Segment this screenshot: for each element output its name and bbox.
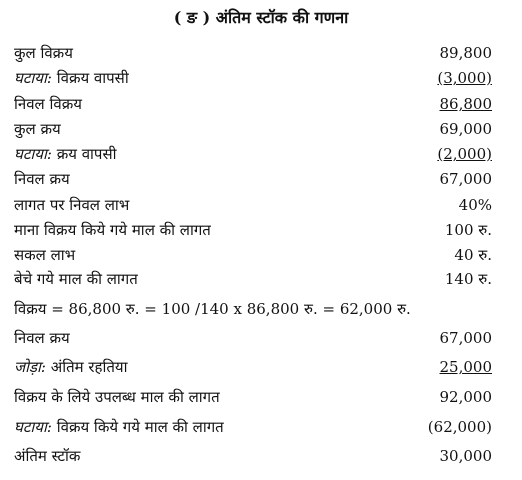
- row-label: निवल क्रय: [14, 170, 70, 188]
- row-closing-stock: [14, 444, 492, 468]
- row-less-cost-sold: [14, 415, 492, 439]
- row-label: निवल क्रय: [14, 329, 70, 347]
- row-value: 40 रु.: [454, 246, 492, 264]
- row-value: 25,000: [439, 358, 492, 376]
- row-label: विक्रय के लिये उपलब्ध माल की लागत: [14, 388, 220, 406]
- row-label: कुल विक्रय: [14, 44, 73, 62]
- row-purchase-return: [14, 142, 492, 166]
- row-value: 89,800: [439, 44, 492, 62]
- row-label: अंतिम रहतिया: [45, 358, 128, 376]
- row-closing-stock-add: [14, 355, 492, 379]
- row-gross-profit: [14, 243, 492, 267]
- row-gross-sales: [14, 41, 492, 65]
- row-value: (3,000): [437, 69, 492, 87]
- row-value: 92,000: [439, 388, 492, 406]
- sales-formula: विक्रय = 86,800 रु. = 100 /140 x 86,800 रु. = 62,000 रु.: [14, 300, 411, 318]
- row-cost-of-goods-sold: [14, 267, 492, 291]
- row-value: 69,000: [439, 120, 492, 138]
- row-label-prefix: जोड़ा:: [14, 358, 46, 376]
- row-value: 140 रु.: [444, 270, 492, 288]
- row-assumed-cost: [14, 218, 492, 242]
- row-value: (62,000): [427, 418, 492, 436]
- row-label: विक्रय किये गये माल की लागत: [51, 418, 224, 436]
- row-net-profit-on-cost: [14, 193, 492, 217]
- row-label: बेचे गये माल की लागत: [14, 270, 138, 288]
- row-label: कुल क्रय: [14, 120, 61, 138]
- row-value: (2,000): [437, 145, 492, 163]
- row-net-purchases-2: [14, 326, 492, 350]
- row-label: लागत पर निवल लाभ: [14, 196, 130, 214]
- row-goods-available: [14, 385, 492, 409]
- row-gross-purchases: [14, 117, 492, 141]
- row-sales-return: [14, 66, 492, 90]
- row-label: माना विक्रय किये गये माल की लागत: [14, 221, 211, 239]
- row-label-prefix: घटाया:: [14, 418, 52, 436]
- row-value: 30,000: [439, 447, 492, 465]
- row-value: 67,000: [439, 329, 492, 347]
- row-label-prefix: घटाया:: [14, 69, 52, 87]
- row-label: अंतिम स्टॉक: [14, 447, 81, 465]
- row-value: 86,800: [439, 95, 492, 113]
- row-label: क्रय वापसी: [51, 145, 117, 163]
- row-label: सकल लाभ: [14, 246, 76, 264]
- row-label: विक्रय वापसी: [51, 69, 129, 87]
- row-label-prefix: घटाया:: [14, 145, 52, 163]
- row-net-purchases: [14, 167, 492, 191]
- row-label: निवल विक्रय: [14, 95, 82, 113]
- row-value: 67,000: [439, 170, 492, 188]
- section-heading: ( ङ ) अंतिम स्टॉक की गणना: [173, 8, 349, 27]
- row-value: 40%: [458, 196, 492, 214]
- row-net-sales: [14, 92, 492, 116]
- row-value: 100 रु.: [444, 221, 492, 239]
